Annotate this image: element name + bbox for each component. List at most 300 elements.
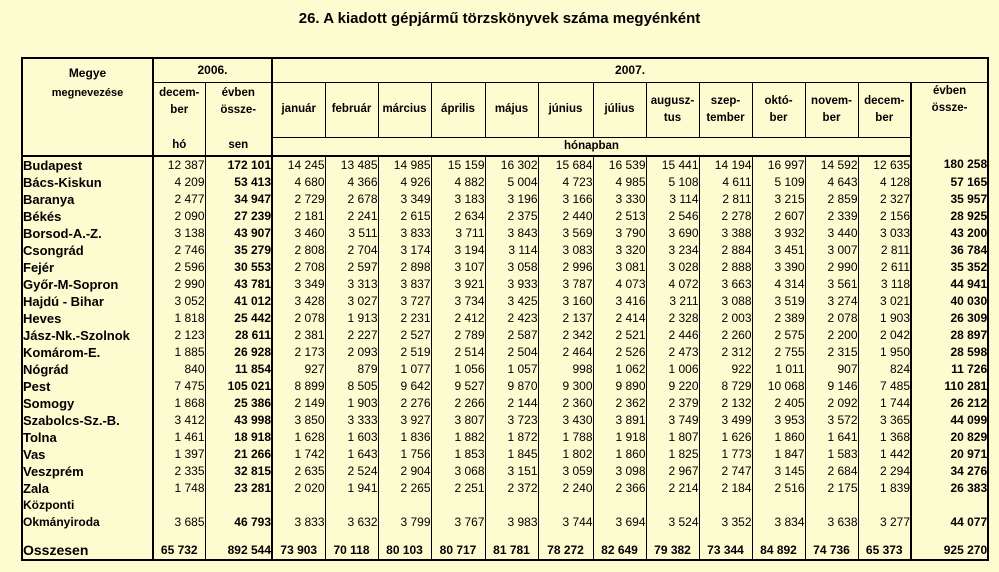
cell-total-2006: 25 442	[205, 310, 272, 327]
cell-total-2006: 11 854	[205, 361, 272, 378]
cell-dec-2006: 2 990	[153, 276, 205, 293]
cell-month: 1 913	[325, 310, 378, 327]
cell-total-2006: 43 781	[205, 276, 272, 293]
cell-month: 2 587	[485, 327, 538, 344]
cell-month: 2 020	[272, 480, 325, 497]
cell-empty	[538, 497, 593, 514]
county-name: Okmányiroda	[23, 514, 100, 529]
cell-month: 4 314	[752, 276, 805, 293]
cell-month: 4 366	[325, 174, 378, 191]
cell-month: 2 312	[699, 344, 752, 361]
dec-2006-header: decem- ber	[153, 82, 205, 137]
cell-month: 9 220	[646, 378, 699, 395]
cell-month: 1 773	[699, 446, 752, 463]
cell-month: 4 643	[805, 174, 858, 191]
cell-month: 3 118	[858, 276, 911, 293]
county-name: Vas	[23, 446, 46, 462]
cell-dec-2006: 1 868	[153, 395, 205, 412]
cell-month: 3 068	[431, 463, 485, 480]
table-row	[22, 497, 988, 514]
cell-month: 1 011	[752, 361, 805, 378]
cell-month: 14 592	[805, 156, 858, 174]
cell-month: 3 833	[272, 514, 325, 531]
cell-month: 2 379	[646, 395, 699, 412]
total-month: 78 272	[538, 531, 593, 560]
cell-month: 2 811	[858, 242, 911, 259]
cell-month: 3 277	[858, 514, 911, 531]
cell-total-2006: 105 021	[205, 378, 272, 395]
total-month: 82 649	[593, 531, 646, 560]
cell-month: 3 027	[325, 293, 378, 310]
cell-month: 2 884	[699, 242, 752, 259]
cell-month: 9 146	[805, 378, 858, 395]
cell-month: 1 845	[485, 446, 538, 463]
total-2007: 925 270	[911, 531, 988, 560]
county-name: Borsod-A.-Z.	[23, 225, 102, 241]
cell-total-2006: 35 279	[205, 242, 272, 259]
cell-month: 3 274	[805, 293, 858, 310]
cell-total-2006: 25 386	[205, 395, 272, 412]
county-header: Megye megnevezése	[22, 58, 153, 156]
cell-month: 5 108	[646, 174, 699, 191]
cell-month: 2 789	[431, 327, 485, 344]
cell-month: 3 790	[593, 225, 646, 242]
table-row	[22, 344, 988, 361]
cell-month: 2 747	[699, 463, 752, 480]
cell-month: 1 847	[752, 446, 805, 463]
cell-dec-2006: 3 412	[153, 412, 205, 429]
cell-month: 2 967	[646, 463, 699, 480]
cell-month: 2 278	[699, 208, 752, 225]
cell-month: 3 694	[593, 514, 646, 531]
cell-month: 9 642	[378, 378, 431, 395]
cell-month: 1 603	[325, 429, 378, 446]
table-row	[22, 156, 988, 174]
cell-month: 1 062	[593, 361, 646, 378]
cell-month: 3 194	[431, 242, 485, 259]
cell-month: 2 276	[378, 395, 431, 412]
county-name: Zala	[23, 480, 50, 496]
cell-month: 2 362	[593, 395, 646, 412]
cell-month: 2 811	[699, 191, 752, 208]
cell-month: 3 007	[805, 242, 858, 259]
cell-month: 2 524	[325, 463, 378, 480]
cell-month: 2 611	[858, 259, 911, 276]
cell-month: 927	[272, 361, 325, 378]
table-row	[22, 276, 988, 293]
cell-month: 2 092	[805, 395, 858, 412]
cell-month: 3 160	[538, 293, 593, 310]
cell-month: 1 918	[593, 429, 646, 446]
cell-total-2007: 20 971	[911, 446, 988, 463]
cell-month: 3 499	[699, 412, 752, 429]
cell-month: 3 787	[538, 276, 593, 293]
cell-month: 3 572	[805, 412, 858, 429]
total-month: 79 382	[646, 531, 699, 560]
total-month: 65 373	[858, 531, 911, 560]
table-row	[22, 395, 988, 412]
cell-month: 1 950	[858, 344, 911, 361]
cell-month: 2 575	[752, 327, 805, 344]
cell-month: 1 836	[378, 429, 431, 446]
cell-month: 12 635	[858, 156, 911, 174]
cell-month: 3 799	[378, 514, 431, 531]
cell-month: 3 440	[805, 225, 858, 242]
cell-month: 3 320	[593, 242, 646, 259]
cell-empty	[272, 497, 325, 514]
cell-month: 15 684	[538, 156, 593, 174]
cell-month: 1 882	[431, 429, 485, 446]
cell-dec-2006: 1 461	[153, 429, 205, 446]
cell-total-2007: 43 200	[911, 225, 988, 242]
cell-total-2006: 41 012	[205, 293, 272, 310]
total-month: 73 344	[699, 531, 752, 560]
cell-month: 2 990	[805, 259, 858, 276]
cell-empty	[378, 497, 431, 514]
cell-month: 998	[538, 361, 593, 378]
year-2007-header: 2007.	[272, 58, 988, 82]
cell-total-2007: 20 829	[911, 429, 988, 446]
month-header: január	[272, 82, 325, 137]
cell-month: 3 428	[272, 293, 325, 310]
cell-month: 2 446	[646, 327, 699, 344]
cell-month: 8 899	[272, 378, 325, 395]
cell-month: 2 513	[593, 208, 646, 225]
cell-empty	[752, 497, 805, 514]
total-dec-2006: 65 732	[153, 531, 205, 560]
cell-month: 2 516	[752, 480, 805, 497]
cell-month: 2 003	[699, 310, 752, 327]
cell-month: 3 711	[431, 225, 485, 242]
cell-total-2006: 43 998	[205, 412, 272, 429]
cell-month: 9 300	[538, 378, 593, 395]
cell-month: 3 098	[593, 463, 646, 480]
cell-total-2006: 53 413	[205, 174, 272, 191]
cell-empty	[911, 497, 988, 514]
cell-month: 3 932	[752, 225, 805, 242]
cell-month: 3 933	[485, 276, 538, 293]
county-name: Budapest	[23, 157, 83, 173]
cell-month: 4 128	[858, 174, 911, 191]
cell-month: 1 756	[378, 446, 431, 463]
cell-total-2007: 11 726	[911, 361, 988, 378]
cell-month: 2 464	[538, 344, 593, 361]
month-header: augusz- tus	[646, 82, 699, 137]
cell-month: 2 888	[699, 259, 752, 276]
cell-month: 3 088	[699, 293, 752, 310]
cell-month: 3 524	[646, 514, 699, 531]
cell-dec-2006: 2 477	[153, 191, 205, 208]
month-header: március	[378, 82, 431, 137]
cell-dec-2006: 2 123	[153, 327, 205, 344]
cell-month: 3 927	[378, 412, 431, 429]
cell-total-2007: 44 077	[911, 514, 988, 531]
table-row	[22, 225, 988, 242]
cell-month: 9 870	[485, 378, 538, 395]
cell-month: 2 514	[431, 344, 485, 361]
cell-month: 3 834	[752, 514, 805, 531]
county-name: Nógrád	[23, 361, 69, 377]
cell-dec-2006: 3 685	[153, 514, 205, 531]
cell-month: 13 485	[325, 156, 378, 174]
cell-month: 1 860	[752, 429, 805, 446]
table-row	[22, 463, 988, 480]
cell-total-2007: 26 309	[911, 310, 988, 327]
cell-month: 1 641	[805, 429, 858, 446]
cell-month: 3 425	[485, 293, 538, 310]
cell-month: 1 941	[325, 480, 378, 497]
cell-month: 3 850	[272, 412, 325, 429]
table-row	[22, 480, 988, 497]
cell-month: 1 860	[593, 446, 646, 463]
cell-month: 4 073	[593, 276, 646, 293]
county-name: Csongrád	[23, 242, 84, 258]
cell-empty	[431, 497, 485, 514]
cell-month: 1 628	[272, 429, 325, 446]
cell-dec-2006: 3 138	[153, 225, 205, 242]
cell-dec-2006: 1 818	[153, 310, 205, 327]
cell-month: 2 859	[805, 191, 858, 208]
cell-month: 4 072	[646, 276, 699, 293]
county-name: Tolna	[23, 429, 57, 445]
cell-month: 2 607	[752, 208, 805, 225]
cell-empty	[153, 497, 205, 514]
cell-month: 3 569	[538, 225, 593, 242]
cell-month: 3 690	[646, 225, 699, 242]
cell-month: 3 837	[378, 276, 431, 293]
cell-month: 2 414	[593, 310, 646, 327]
cell-month: 5 004	[485, 174, 538, 191]
cell-total-2007: 44 941	[911, 276, 988, 293]
cell-month: 15 159	[431, 156, 485, 174]
cell-month: 3 352	[699, 514, 752, 531]
cell-month: 824	[858, 361, 911, 378]
vehicle-registration-table	[21, 57, 989, 561]
cell-empty	[699, 497, 752, 514]
cell-total-2006: 18 918	[205, 429, 272, 446]
cell-month: 3 843	[485, 225, 538, 242]
county-name: Hajdú - Bihar	[23, 293, 104, 309]
cell-dec-2006: 2 335	[153, 463, 205, 480]
cell-empty	[485, 497, 538, 514]
cell-total-2006: 26 928	[205, 344, 272, 361]
cell-month: 3 663	[699, 276, 752, 293]
cell-month: 2 315	[805, 344, 858, 361]
cell-month: 2 241	[325, 208, 378, 225]
cell-month: 2 137	[538, 310, 593, 327]
cell-month: 2 808	[272, 242, 325, 259]
cell-month: 2 519	[378, 344, 431, 361]
cell-month: 2 704	[325, 242, 378, 259]
cell-month: 5 109	[752, 174, 805, 191]
cell-month: 15 441	[646, 156, 699, 174]
cell-month: 1 057	[485, 361, 538, 378]
cell-total-2007: 57 165	[911, 174, 988, 191]
cell-month: 2 684	[805, 463, 858, 480]
cell-month: 1 643	[325, 446, 378, 463]
cell-month: 2 093	[325, 344, 378, 361]
cell-month: 2 904	[378, 463, 431, 480]
cell-month: 2 173	[272, 344, 325, 361]
month-header: május	[485, 82, 538, 137]
cell-total-2006: 172 101	[205, 156, 272, 174]
cell-month: 3 390	[752, 259, 805, 276]
cell-month: 2 156	[858, 208, 911, 225]
cell-dec-2006: 840	[153, 361, 205, 378]
cell-month: 3 330	[593, 191, 646, 208]
cell-month: 3 921	[431, 276, 485, 293]
table-body	[22, 156, 988, 560]
cell-month: 879	[325, 361, 378, 378]
cell-month: 907	[805, 361, 858, 378]
cell-total-2006: 23 281	[205, 480, 272, 497]
cell-total-2007: 40 030	[911, 293, 988, 310]
cell-month: 1 626	[699, 429, 752, 446]
cell-month: 8 505	[325, 378, 378, 395]
cell-total-2006: 43 907	[205, 225, 272, 242]
cell-month: 3 028	[646, 259, 699, 276]
cell-month: 3 349	[272, 276, 325, 293]
cell-total-2007: 35 957	[911, 191, 988, 208]
table-row	[22, 361, 988, 378]
cell-month: 1 368	[858, 429, 911, 446]
county-name: Szabolcs-Sz.-B.	[23, 412, 120, 428]
cell-month: 2 597	[325, 259, 378, 276]
cell-month: 3 561	[805, 276, 858, 293]
total-month: 80 717	[431, 531, 485, 560]
cell-month: 2 132	[699, 395, 752, 412]
cell-month: 1 802	[538, 446, 593, 463]
cell-month: 1 872	[485, 429, 538, 446]
cell-empty	[858, 497, 911, 514]
cell-month: 9 890	[593, 378, 646, 395]
cell-total-2007: 34 276	[911, 463, 988, 480]
cell-month: 3 833	[378, 225, 431, 242]
cell-month: 2 521	[593, 327, 646, 344]
cell-month: 3 333	[325, 412, 378, 429]
cell-month: 3 166	[538, 191, 593, 208]
cell-month: 1 583	[805, 446, 858, 463]
cell-month: 3 313	[325, 276, 378, 293]
cell-month: 2 678	[325, 191, 378, 208]
month-header: szep- tember	[699, 82, 752, 137]
cell-month: 2 294	[858, 463, 911, 480]
month-header: február	[325, 82, 378, 137]
cell-month: 2 527	[378, 327, 431, 344]
cell-month: 2 227	[325, 327, 378, 344]
cell-total-2007: 28 897	[911, 327, 988, 344]
cell-month: 1 903	[858, 310, 911, 327]
cell-month: 3 638	[805, 514, 858, 531]
cell-total-2006: 21 266	[205, 446, 272, 463]
cell-month: 2 144	[485, 395, 538, 412]
cell-total-2006: 46 793	[205, 514, 272, 531]
cell-month: 2 260	[699, 327, 752, 344]
cell-month: 3 451	[752, 242, 805, 259]
cell-month: 1 442	[858, 446, 911, 463]
cell-month: 2 078	[272, 310, 325, 327]
table-row	[22, 446, 988, 463]
cell-month: 2 251	[431, 480, 485, 497]
cell-month: 3 511	[325, 225, 378, 242]
cell-month: 3 727	[378, 293, 431, 310]
cell-month: 3 234	[646, 242, 699, 259]
cell-month: 2 405	[752, 395, 805, 412]
cell-dec-2006: 12 387	[153, 156, 205, 174]
cell-month: 3 151	[485, 463, 538, 480]
cell-month: 2 634	[431, 208, 485, 225]
year-2006-header: 2006.	[153, 58, 272, 82]
table-row	[22, 293, 988, 310]
cell-month: 2 266	[431, 395, 485, 412]
table-row	[22, 191, 988, 208]
county-name: Heves	[23, 310, 62, 326]
table-row	[22, 174, 988, 191]
cell-month: 1 839	[858, 480, 911, 497]
cell-month: 1 077	[378, 361, 431, 378]
cell-month: 3 983	[485, 514, 538, 531]
cell-month: 1 788	[538, 429, 593, 446]
cell-month: 2 214	[646, 480, 699, 497]
cell-month: 2 755	[752, 344, 805, 361]
cell-empty	[593, 497, 646, 514]
cell-month: 2 996	[538, 259, 593, 276]
county-name: Pest	[23, 378, 51, 394]
table-row	[22, 514, 988, 531]
cell-empty	[646, 497, 699, 514]
table-row	[22, 208, 988, 225]
cell-month: 2 175	[805, 480, 858, 497]
cell-month: 3 083	[538, 242, 593, 259]
cell-month: 2 360	[538, 395, 593, 412]
cell-month: 2 473	[646, 344, 699, 361]
cell-month: 3 734	[431, 293, 485, 310]
table-row	[22, 327, 988, 344]
cell-total-2007: 110 281	[911, 378, 988, 395]
cell-month: 3 081	[593, 259, 646, 276]
cell-month: 2 635	[272, 463, 325, 480]
total-2006-unit: sen	[205, 137, 272, 156]
cell-dec-2006: 2 090	[153, 208, 205, 225]
cell-total-2007: 28 598	[911, 344, 988, 361]
cell-month: 9 527	[431, 378, 485, 395]
table-row	[22, 429, 988, 446]
table-row	[22, 310, 988, 327]
cell-total-2007: 26 212	[911, 395, 988, 412]
cell-month: 1 853	[431, 446, 485, 463]
cell-total-2006: 28 611	[205, 327, 272, 344]
cell-month: 1 006	[646, 361, 699, 378]
month-header: novem- ber	[805, 82, 858, 137]
cell-month: 1 825	[646, 446, 699, 463]
county-name: Központi	[23, 497, 75, 512]
total-month: 70 118	[325, 531, 378, 560]
cell-month: 8 729	[699, 378, 752, 395]
cell-dec-2006: 2 596	[153, 259, 205, 276]
cell-month: 2 327	[858, 191, 911, 208]
total-2007-header: évben össze-	[911, 82, 988, 156]
cell-month: 2 078	[805, 310, 858, 327]
cell-month: 4 985	[593, 174, 646, 191]
county-name: Bács-Kiskun	[23, 174, 102, 190]
county-name: Veszprém	[23, 463, 84, 479]
table-title: 26. A kiadott gépjármű törzskönyvek száma megyénként	[298, 10, 701, 27]
cell-month: 2 181	[272, 208, 325, 225]
dec-2006-unit: hó	[153, 137, 205, 156]
cell-month: 3 632	[325, 514, 378, 531]
cell-month: 3 183	[431, 191, 485, 208]
cell-month: 2 366	[593, 480, 646, 497]
